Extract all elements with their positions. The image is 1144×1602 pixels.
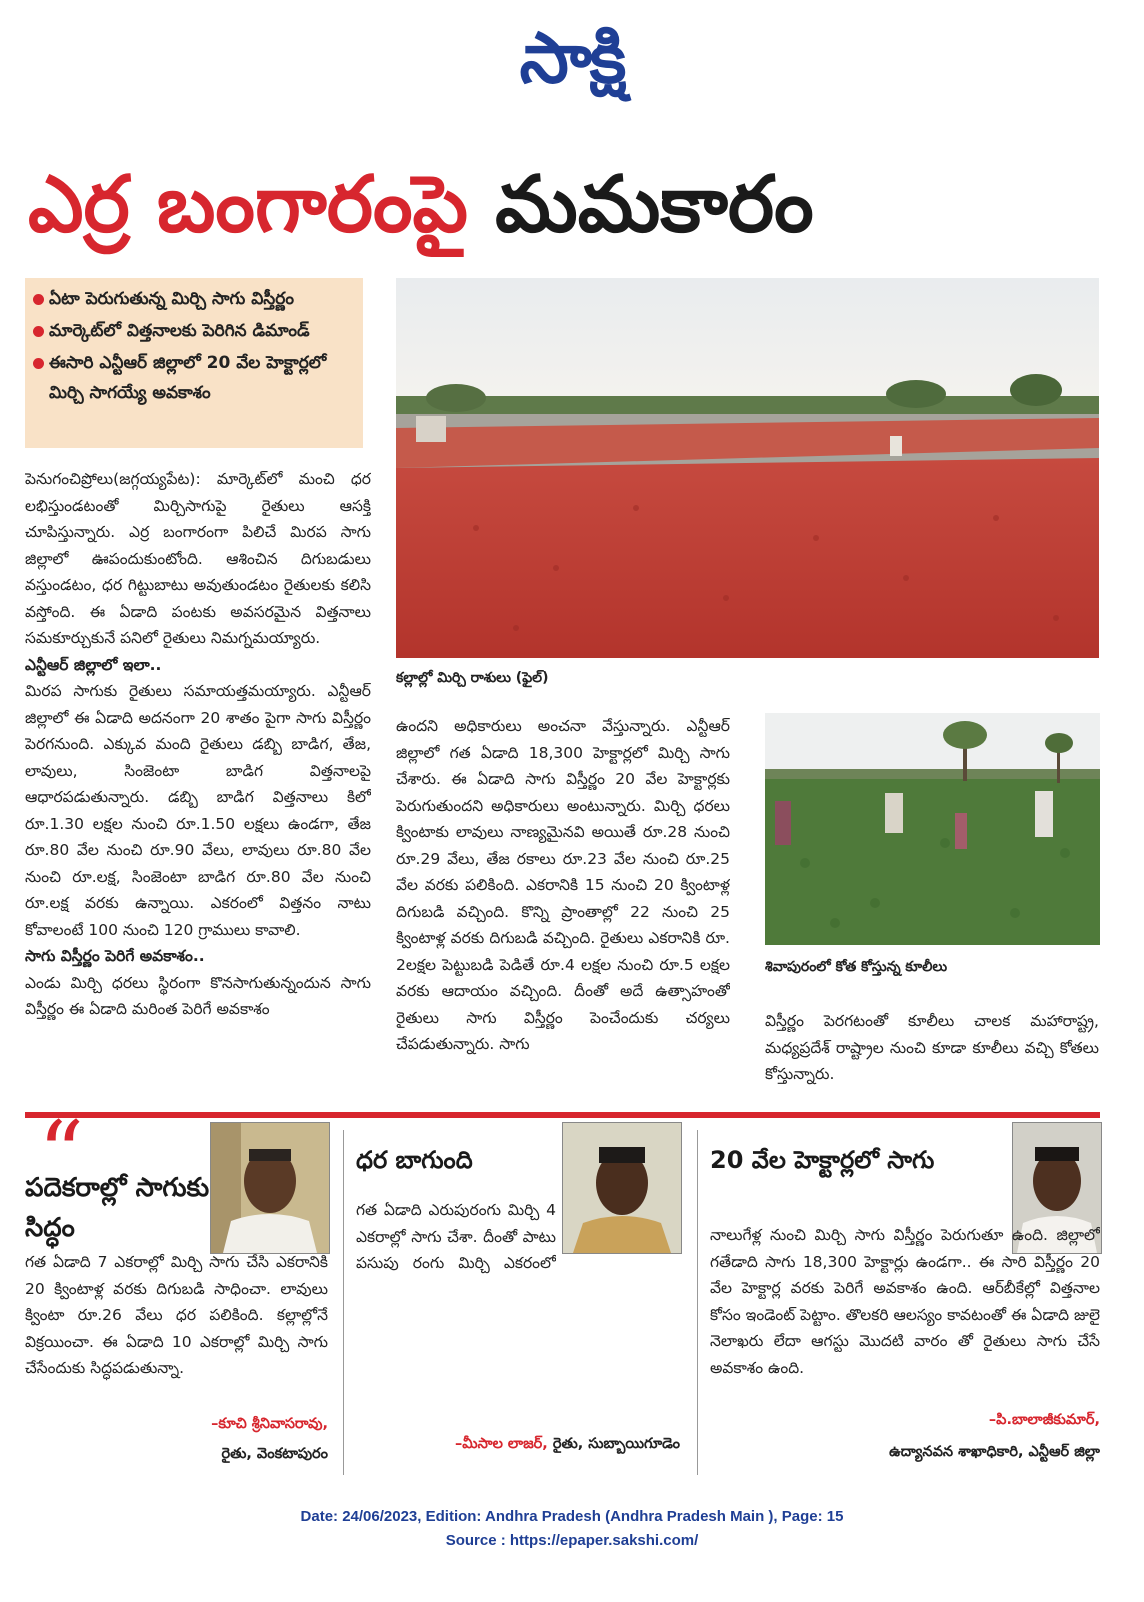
headline [28,150,1118,260]
photo-caption-1: కల్లాల్లో మిర్చి రాశులు (ఫైల్‌) [396,670,549,686]
article-col2-text: ఉందని అధికారులు అంచనా వేస్తున్నారు. ఎన్టీఆర్‌ జిల్లాలో గత ఏడాది 18,300 హెక్టార్లలో మిర్చి సాగు చేశారు. ఈ ఏడాది సాగు విస్తీర్ణం 20 వేల హెక్టార్లకు పెరుగుతుందని అధికారులు అంటున్నారు. మిర్చి ధరలు క్వింటాకు లావులు నాణ్యమైనవి అయితే రూ.28 నుంచి రూ.29 వేలు, తేజ రకాలు రూ.23 వేల నుంచి రూ.25 వేల వరకు పలికింది. ఎకరానికి 15 నుంచి 20 క్వింటాళ్ల దిగుబడి వచ్చింది. కొన్ని ప్రాంతాల్లో 22 నుంచి 25 క్వింటాళ్ల వరకు దిగుబడి వచ్చింది. రైతులు ఎకరానికి రూ. 2లక్షల పెట్టుబడి పెడితే రూ.4 లక్షల నుంచి రూ.5 లక్షల వరకు ఆదాయం వచ్చింది. దీంతో అదే ఉత్సాహంతో రైతులు సాగు విస్తీర్ణం పెంచేందుకు చర్యలు చేపడుతున్నారు. సాగు [396,717,730,1053]
quote-2-signature [356,1436,680,1456]
person-avatar-icon [211,1123,329,1253]
labourers-field-image [765,713,1100,945]
headline-black-part: మమకారం [468,160,814,250]
quote-1-text: గత ఏడాది 7 ఎకరాల్లో మిర్చి సాగు చేసి ఎకరానికి 20 క్వింటాళ్ల వరకు దిగుబడి సాధించా. లావులు క్వింటా రూ.26 వేలు ధర పలికింది. కల్లాల్లోనే విక్రయించా. ఈ ఏడాది 10 ఎకరాల్లో మిర్చి సాగు చేసేందుకు సిద్ధపడుతున్నా. [25,1253,328,1377]
portrait-lazar [562,1122,682,1254]
subheading-area-increase: సాగు విస్తీర్ణం పెరిగే అవకాశం.. [25,947,205,965]
footer-source-link[interactable]: Source : https://epaper.sakshi.com/ [445,1532,699,1549]
quote-3-heading: 20 వేల హెక్టార్లలో సాగు [710,1146,935,1174]
quote-1-role: రైతు, వెంకటాపురం [221,1446,328,1462]
article-intro: పెనుగంచిప్రోలు(జగ్గయ్యపేట): మార్కెట్‌లో మంచి ధర లభిస్తుండటంతో మిర్చిసాగుపై రైతులు ఆసక్తి చూపిస్తున్నారు. ఎర్ర బంగారంగా పిలిచే మిరప సాగు జిల్లాలో ఊపందుకుంటోంది. ఆశించిన దిగుబడులు వస్తుండటం, ధర గిట్టుబాటు అవుతుండటం రైతులకు కలిసి వస్తోంది. ఈ ఏడాది పంటకు అవసరమైన విత్తనాలు సమకూర్చుకునే పనిలో రైతులు నిమగ్నమయ్యారు. [25,470,371,647]
quote-3-role: ఉద్యానవన శాఖాధికారి, ఎన్టీఆర్‌ జిల్లా [889,1444,1100,1460]
masthead-logo: సాక్షి [519,17,625,99]
photo-chilli-heaps [396,278,1099,658]
chilli-field-image [396,278,1099,658]
bullet-dot-icon [33,294,44,305]
footer-source [0,1532,1144,1549]
section-divider [25,1112,1100,1118]
quote-3-name: –పి.బాలాజీకుమార్, [988,1412,1100,1428]
portrait-srinivasarao [210,1122,330,1254]
quote-2-heading: ధర బాగుంది [356,1146,473,1174]
article-column-2 [396,713,730,1085]
highlight-item: ఏటా పెరుగుతున్న మిర్చి సాగు విస్తీర్ణం [33,284,357,314]
bullet-dot-icon [33,358,44,369]
article-column-3 [765,1008,1099,1092]
article-para-3: ఎండు మిర్చి ధరలు స్థిరంగా కొనసాగుతున్నందున సాగు విస్తీర్ణం ఈ ఏడాది మరింత పెరిగే అవకాశం [25,973,371,1018]
article-column-1 [25,466,371,1106]
quote-2-text-part [356,1197,556,1277]
quote-2-role: రైతు, సుబ్బాయిగూడెం [547,1436,680,1452]
quote-2-name: –మీసాల లాజర్, [455,1436,548,1452]
footer-date-edition: Date: 24/06/2023, Edition: Andhra Pradesh (Andhra Pradesh Main ), Page: 15 [300,1508,844,1525]
highlight-item: మార్కెట్‌లో విత్తనాలకు పెరిగిన డిమాండ్ [33,316,357,346]
subheading-ntr-district: ఎన్టీఆర్‌ జిల్లాలో ఇలా.. [25,655,162,674]
quote-2-continuation [356,1277,680,1437]
column-separator [343,1130,344,1475]
quote-3-text: నాలుగేళ్ల నుంచి మిర్చి సాగు విస్తీర్ణం పెరుగుతూ ఉంది. జిల్లాలో గతేడాది సాగు 18,300 హెక్టార్లు ఉండగా.. ఈ సారి విస్తీర్ణం 20 వేల హెక్టార్ల వరకు పెరిగే అవకాశం ఉంది. ఆర్‌బీకేల్లో విత్తనాల కోసం ఇండెంట్‌ పెట్టాం. తొలకరి ఆలస్యం కావటంతో ఈ ఏడాది జులై నెలాఖరు లేదా ఆగస్టు మొదటి వారం తో రైతులు సాగు చేసే అవకాశం ఉంది. [710,1226,1100,1377]
quote-1-name: –కూచి శ్రీనివాసరావు, [211,1416,328,1432]
photo-caption-2: శివాపురంలో కోత కోస్తున్న కూలీలు [765,959,948,975]
highlight-item: ఈసారి ఎన్టీఆర్‌ జిల్లాలో 20 వేల హెక్టార్లలో మిర్చి సాగయ్యే అవకాశం [33,348,357,408]
headline-red-part: ఎర్ర బంగారంపై [28,160,469,250]
quote-2-text: గత ఏడాది ఎరుపురంగు మిర్చి 4 ఎకరాల్లో సాగు చేశా. దీంతో పాటు పసుపు రంగు మిర్చి ఎకరంలో [356,1201,556,1272]
person-avatar-icon [563,1123,681,1253]
photo-labourers [765,713,1100,945]
column-separator [697,1130,698,1475]
article-col3-text: విస్తీర్ణం పెరగటంతో కూలీలు చాలక మహారాష్ట్ర, మధ్యప్రదేశ్‌ రాష్ట్రాల నుంచి కూడా కూలీలు వచ్చి కోతలు కోస్తున్నారు. [765,1012,1099,1083]
highlights-box [25,278,363,448]
quote-mark-icon: “ [38,1102,85,1207]
quote-1-heading: పదెకరాల్లో సాగుకు సిద్ధం [25,1173,210,1243]
article-para-2: మిరప సాగుకు రైతులు సమాయత్తమయ్యారు. ఎన్టీఆర్‌ జిల్లాలో ఈ ఏడాది అదనంగా 20 శాతం పైగా సాగు విస్తీర్ణం పెరగనుంది. ఎక్కువ మంది రైతులు డబ్బి బాడిగ, తేజ, లావులు, సింజెంటా బాడిగ విత్తనాలపై ఆధారపడుతున్నారు. డబ్బి బాడిగ విత్తనాలు కిలో రూ.1.30 లక్షల నుంచి రూ.1.50 లక్షలు ఉండగా, తేజ రూ.80 వేల నుంచి రూ.90 వేలు, లావులు రూ.80 వేల నుంచి రూ.లక్ష, సింజెంటా బాడిగ రూ.80 వేల నుంచి రూ.లక్ష వరకు ఉన్నాయి. ఎకరంలో విత్తనం నాటు కోవాలంటే 100 నుంచి 120 గ్రాములు కావాలి. [25,682,371,939]
bullet-dot-icon [33,326,44,337]
